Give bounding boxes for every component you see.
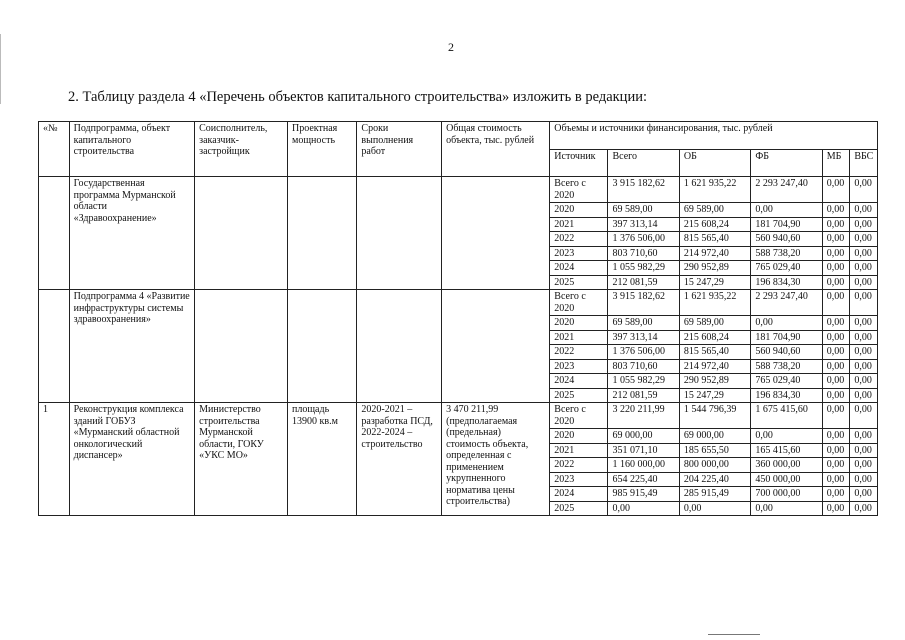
financing-vbs-cell: 0,00	[850, 217, 878, 232]
financing-fb-cell: 360 000,00	[751, 458, 822, 473]
financing-total-cell: 69 589,00	[608, 203, 679, 218]
financing-ob-cell: 215 608,24	[679, 330, 750, 345]
financing-source-cell: 2022	[550, 458, 608, 473]
financing-source-cell: 2025	[550, 501, 608, 516]
financing-source-cell: 2021	[550, 330, 608, 345]
terms-cell	[357, 177, 442, 290]
financing-total-cell: 1 160 000,00	[608, 458, 679, 473]
subheader-source: Источник	[550, 149, 608, 177]
subprogram-name-cell: Государственная программа Мурманской области «Здравоохранение»	[69, 177, 195, 290]
financing-fb-cell: 1 675 415,60	[751, 403, 822, 429]
row-number-cell: 1	[39, 403, 70, 516]
financing-total-cell: 69 000,00	[608, 429, 679, 444]
financing-fb-cell: 165 415,60	[751, 443, 822, 458]
financing-fb-cell: 765 029,40	[751, 261, 822, 276]
financing-vbs-cell: 0,00	[850, 275, 878, 290]
financing-vbs-cell: 0,00	[850, 443, 878, 458]
financing-source-cell: Всего с 2020	[550, 290, 608, 316]
financing-ob-cell: 0,00	[679, 501, 750, 516]
financing-ob-cell: 815 565,40	[679, 232, 750, 247]
financing-fb-cell: 588 738,20	[751, 246, 822, 261]
financing-total-cell: 654 225,40	[608, 472, 679, 487]
capacity-cell	[288, 177, 357, 290]
financing-vbs-cell: 0,00	[850, 232, 878, 247]
total-cost-cell: 3 470 211,99 (предполагаемая (предельная) стоимость объекта, определенная с применением укрупненного норматива цены строительства)	[442, 403, 550, 516]
financing-mb-cell: 0,00	[822, 345, 850, 360]
total-cost-cell	[442, 177, 550, 290]
financing-vbs-cell: 0,00	[850, 472, 878, 487]
financing-vbs-cell: 0,00	[850, 487, 878, 502]
financing-source-cell: 2024	[550, 261, 608, 276]
financing-mb-cell: 0,00	[822, 203, 850, 218]
header-subprogram: Подпрограмма, объект капитального строительства	[69, 122, 195, 177]
financing-vbs-cell: 0,00	[850, 316, 878, 331]
financing-total-cell: 1 376 506,00	[608, 232, 679, 247]
financing-ob-cell: 214 972,40	[679, 359, 750, 374]
financing-total-cell: 1 376 506,00	[608, 345, 679, 360]
financing-source-cell: 2024	[550, 374, 608, 389]
left-margin-mark	[0, 34, 1, 104]
financing-ob-cell: 285 915,49	[679, 487, 750, 502]
financing-fb-cell: 196 834,30	[751, 275, 822, 290]
page-number: 2	[448, 40, 454, 54]
section-heading: 2. Таблицу раздела 4 «Перечень объектов капитального строительства» изложить в редакции:	[68, 89, 647, 105]
financing-mb-cell: 0,00	[822, 501, 850, 516]
capital-construction-table	[38, 121, 878, 516]
financing-ob-cell: 800 000,00	[679, 458, 750, 473]
executor-cell	[195, 290, 288, 403]
financing-mb-cell: 0,00	[822, 487, 850, 502]
financing-source-cell: 2024	[550, 487, 608, 502]
financing-total-cell: 212 081,59	[608, 388, 679, 403]
financing-ob-cell: 15 247,29	[679, 388, 750, 403]
financing-vbs-cell: 0,00	[850, 203, 878, 218]
capacity-cell: площадь 13900 кв.м	[288, 403, 357, 516]
financing-ob-cell: 185 655,50	[679, 443, 750, 458]
financing-mb-cell: 0,00	[822, 261, 850, 276]
terms-cell: 2020-2021 – разработка ПСД, 2022-2024 – строительство	[357, 403, 442, 516]
financing-total-cell: 1 055 982,29	[608, 374, 679, 389]
financing-total-cell: 351 071,10	[608, 443, 679, 458]
financing-vbs-cell: 0,00	[850, 246, 878, 261]
header-number: «№	[39, 122, 70, 177]
financing-mb-cell: 0,00	[822, 388, 850, 403]
table-row	[39, 290, 878, 316]
subheader-fb: ФБ	[751, 149, 822, 177]
financing-fb-cell: 0,00	[751, 203, 822, 218]
financing-mb-cell: 0,00	[822, 429, 850, 444]
financing-source-cell: 2025	[550, 388, 608, 403]
financing-total-cell: 397 313,14	[608, 330, 679, 345]
subheader-ob: ОБ	[679, 149, 750, 177]
financing-vbs-cell: 0,00	[850, 359, 878, 374]
financing-mb-cell: 0,00	[822, 316, 850, 331]
financing-vbs-cell: 0,00	[850, 330, 878, 345]
total-cost-cell	[442, 290, 550, 403]
financing-mb-cell: 0,00	[822, 217, 850, 232]
subheader-vbs: ВБС	[850, 149, 878, 177]
financing-fb-cell: 0,00	[751, 316, 822, 331]
financing-fb-cell: 2 293 247,40	[751, 290, 822, 316]
financing-mb-cell: 0,00	[822, 359, 850, 374]
financing-fb-cell: 765 029,40	[751, 374, 822, 389]
financing-fb-cell: 450 000,00	[751, 472, 822, 487]
financing-ob-cell: 15 247,29	[679, 275, 750, 290]
financing-source-cell: Всего с 2020	[550, 403, 608, 429]
financing-ob-cell: 214 972,40	[679, 246, 750, 261]
financing-fb-cell: 181 704,90	[751, 330, 822, 345]
financing-fb-cell: 588 738,20	[751, 359, 822, 374]
financing-mb-cell: 0,00	[822, 443, 850, 458]
financing-total-cell: 803 710,60	[608, 246, 679, 261]
financing-source-cell: 2023	[550, 359, 608, 374]
financing-total-cell: 212 081,59	[608, 275, 679, 290]
financing-ob-cell: 1 544 796,39	[679, 403, 750, 429]
financing-fb-cell: 196 834,30	[751, 388, 822, 403]
financing-fb-cell: 181 704,90	[751, 217, 822, 232]
financing-total-cell: 3 915 182,62	[608, 177, 679, 203]
financing-source-cell: 2021	[550, 443, 608, 458]
header-total-cost: Общая стоимость объекта, тыс. рублей	[442, 122, 550, 177]
financing-vbs-cell: 0,00	[850, 501, 878, 516]
header-financing: Объемы и источники финансирования, тыс. рублей	[550, 122, 878, 150]
executor-cell	[195, 177, 288, 290]
financing-ob-cell: 69 000,00	[679, 429, 750, 444]
financing-source-cell: 2021	[550, 217, 608, 232]
financing-vbs-cell: 0,00	[850, 403, 878, 429]
table-row	[39, 177, 878, 203]
subheader-mb: МБ	[822, 149, 850, 177]
financing-total-cell: 397 313,14	[608, 217, 679, 232]
financing-source-cell: 2025	[550, 275, 608, 290]
financing-mb-cell: 0,00	[822, 458, 850, 473]
financing-ob-cell: 69 589,00	[679, 203, 750, 218]
financing-ob-cell: 1 621 935,22	[679, 290, 750, 316]
financing-fb-cell: 2 293 247,40	[751, 177, 822, 203]
financing-source-cell: 2020	[550, 203, 608, 218]
capacity-cell	[288, 290, 357, 403]
subheader-total: Всего	[608, 149, 679, 177]
financing-source-cell: 2023	[550, 246, 608, 261]
financing-ob-cell: 215 608,24	[679, 217, 750, 232]
financing-ob-cell: 290 952,89	[679, 374, 750, 389]
financing-mb-cell: 0,00	[822, 232, 850, 247]
financing-mb-cell: 0,00	[822, 330, 850, 345]
financing-vbs-cell: 0,00	[850, 429, 878, 444]
financing-vbs-cell: 0,00	[850, 374, 878, 389]
financing-mb-cell: 0,00	[822, 275, 850, 290]
financing-total-cell: 69 589,00	[608, 316, 679, 331]
financing-vbs-cell: 0,00	[850, 177, 878, 203]
financing-mb-cell: 0,00	[822, 177, 850, 203]
financing-total-cell: 1 055 982,29	[608, 261, 679, 276]
financing-vbs-cell: 0,00	[850, 388, 878, 403]
financing-total-cell: 3 915 182,62	[608, 290, 679, 316]
financing-vbs-cell: 0,00	[850, 290, 878, 316]
financing-ob-cell: 290 952,89	[679, 261, 750, 276]
financing-total-cell: 3 220 211,99	[608, 403, 679, 429]
financing-source-cell: 2022	[550, 232, 608, 247]
financing-total-cell: 803 710,60	[608, 359, 679, 374]
financing-mb-cell: 0,00	[822, 403, 850, 429]
financing-mb-cell: 0,00	[822, 246, 850, 261]
table-row	[39, 403, 878, 429]
financing-mb-cell: 0,00	[822, 374, 850, 389]
financing-fb-cell: 0,00	[751, 429, 822, 444]
financing-ob-cell: 69 589,00	[679, 316, 750, 331]
financing-total-cell: 985 915,49	[608, 487, 679, 502]
financing-source-cell: Всего с 2020	[550, 177, 608, 203]
financing-vbs-cell: 0,00	[850, 458, 878, 473]
terms-cell	[357, 290, 442, 403]
subprogram-name-cell: Подпрограмма 4 «Развитие инфраструктуры системы здравоохранения»	[69, 290, 195, 403]
financing-fb-cell: 700 000,00	[751, 487, 822, 502]
row-number-cell	[39, 290, 70, 403]
subprogram-name-cell: Реконструкция комплекса зданий ГОБУЗ «Мурманский областной онкологический диспансер»	[69, 403, 195, 516]
financing-fb-cell: 0,00	[751, 501, 822, 516]
header-executor: Соисполнитель, заказчик-застройщик	[195, 122, 288, 177]
financing-ob-cell: 204 225,40	[679, 472, 750, 487]
financing-source-cell: 2023	[550, 472, 608, 487]
financing-source-cell: 2020	[550, 316, 608, 331]
financing-ob-cell: 815 565,40	[679, 345, 750, 360]
header-capacity: Проектная мощность	[288, 122, 357, 177]
financing-fb-cell: 560 940,60	[751, 232, 822, 247]
header-terms: Сроки выполнения работ	[357, 122, 442, 177]
executor-cell: Министерство строительства Мурманской области, ГОКУ «УКС МО»	[195, 403, 288, 516]
footer-mark	[708, 634, 760, 635]
financing-source-cell: 2020	[550, 429, 608, 444]
financing-vbs-cell: 0,00	[850, 345, 878, 360]
header-row	[39, 122, 878, 150]
financing-total-cell: 0,00	[608, 501, 679, 516]
financing-source-cell: 2022	[550, 345, 608, 360]
row-number-cell	[39, 177, 70, 290]
financing-ob-cell: 1 621 935,22	[679, 177, 750, 203]
financing-mb-cell: 0,00	[822, 290, 850, 316]
financing-fb-cell: 560 940,60	[751, 345, 822, 360]
financing-mb-cell: 0,00	[822, 472, 850, 487]
financing-vbs-cell: 0,00	[850, 261, 878, 276]
